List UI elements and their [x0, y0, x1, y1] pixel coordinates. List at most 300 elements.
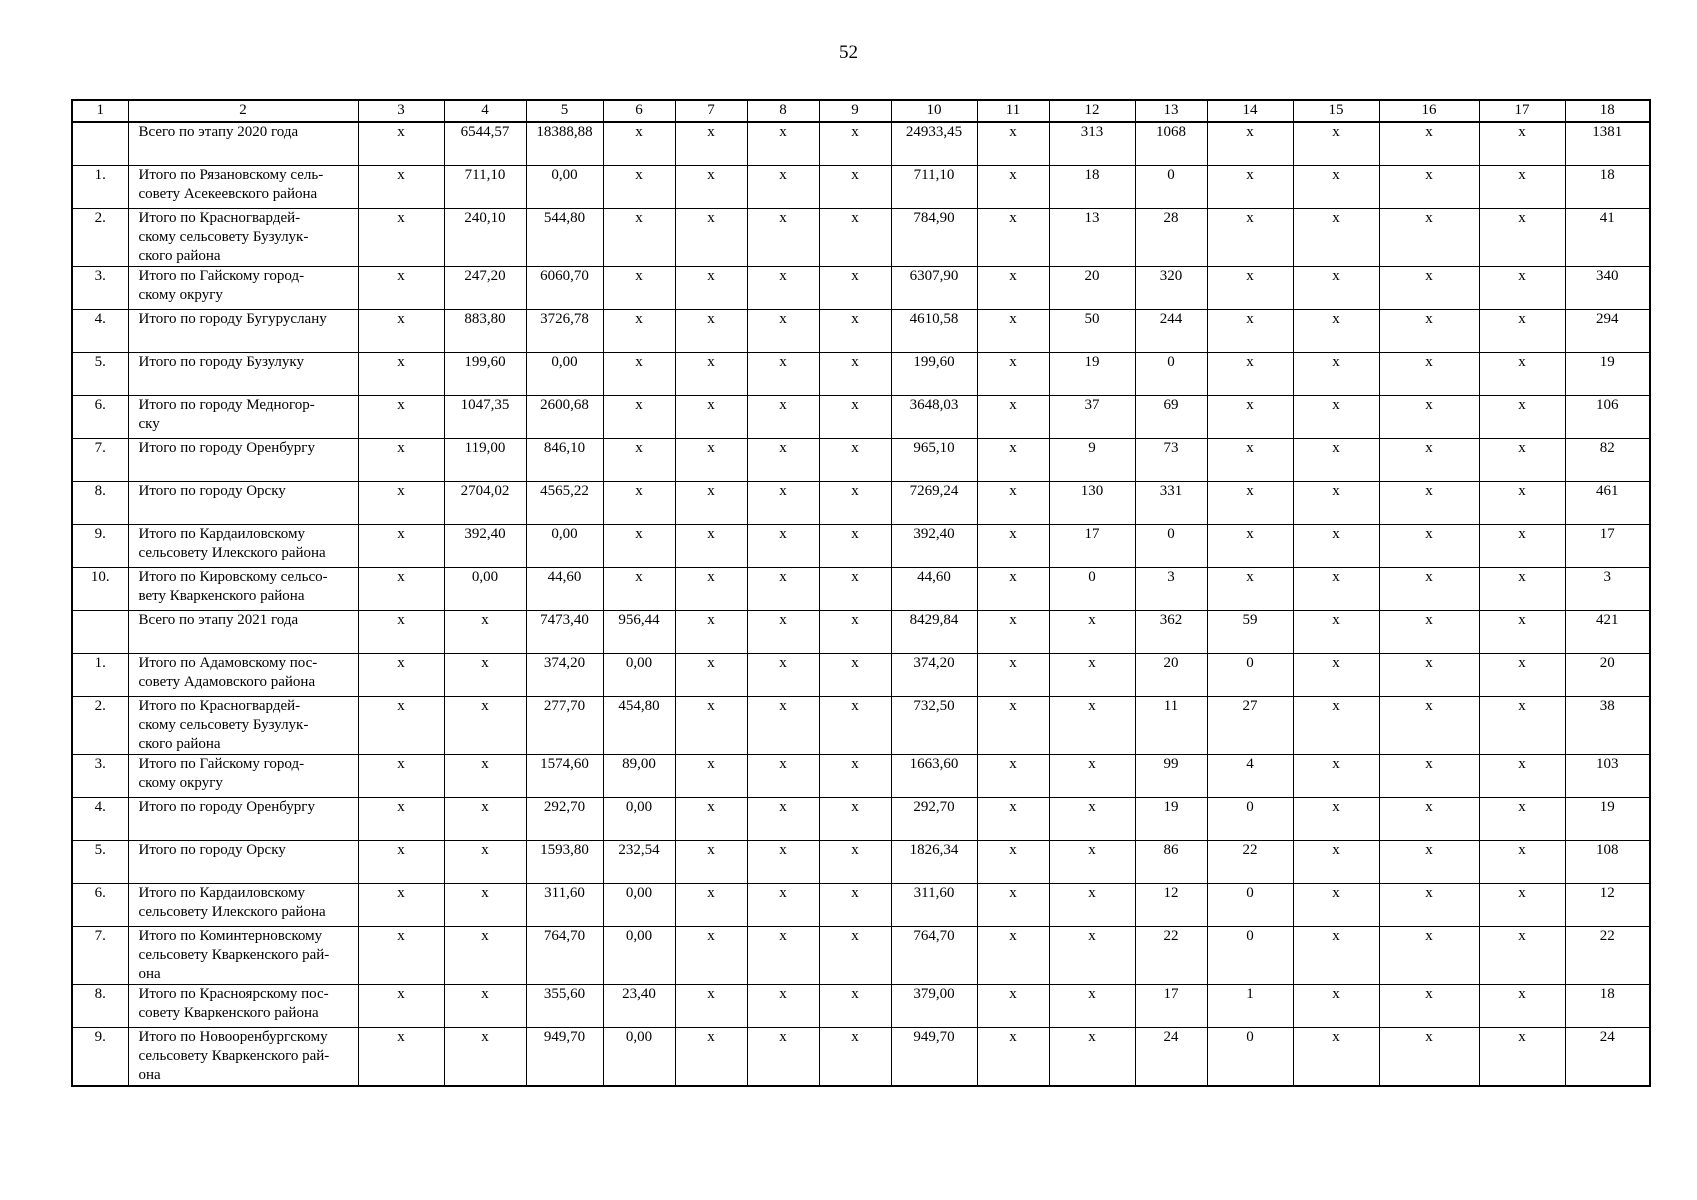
- cell-col-13: 24: [1135, 1028, 1207, 1087]
- row-name-cell: Итого по Красногвардей- скому сельсовету Бузулук- ского района: [128, 697, 358, 755]
- cell-col-5: 4565,22: [526, 482, 603, 525]
- row-name-cell: Итого по Кардаиловскому сельсовету Илекского района: [128, 525, 358, 568]
- cell-col-13: 0: [1135, 353, 1207, 396]
- cell-col-7: x: [675, 755, 747, 798]
- cell-col-13: 17: [1135, 985, 1207, 1028]
- column-header-8: 8: [747, 100, 819, 122]
- cell-col-12: 20: [1049, 267, 1135, 310]
- cell-col-4: 6544,57: [444, 122, 526, 166]
- table-header-row: [72, 100, 1650, 122]
- cell-col-6: 23,40: [603, 985, 675, 1028]
- cell-col-5: 764,70: [526, 927, 603, 985]
- cell-col-18: 17: [1565, 525, 1650, 568]
- cell-col-8: x: [747, 884, 819, 927]
- cell-col-9: x: [819, 697, 891, 755]
- cell-col-11: x: [977, 525, 1049, 568]
- cell-col-14: 59: [1207, 611, 1293, 654]
- cell-col-8: x: [747, 697, 819, 755]
- cell-col-6: 0,00: [603, 798, 675, 841]
- cell-col-6: x: [603, 482, 675, 525]
- cell-col-17: x: [1479, 310, 1565, 353]
- cell-col-7: x: [675, 267, 747, 310]
- cell-col-6: 454,80: [603, 697, 675, 755]
- cell-col-10: 3648,03: [891, 396, 977, 439]
- cell-col-17: x: [1479, 654, 1565, 697]
- cell-col-12: x: [1049, 985, 1135, 1028]
- table-row: [72, 697, 1650, 755]
- cell-col-3: x: [358, 209, 444, 267]
- cell-col-16: x: [1379, 267, 1479, 310]
- cell-col-17: x: [1479, 525, 1565, 568]
- cell-col-3: x: [358, 482, 444, 525]
- table-row: [72, 568, 1650, 611]
- cell-col-8: x: [747, 209, 819, 267]
- cell-col-12: 9: [1049, 439, 1135, 482]
- table-row: [72, 353, 1650, 396]
- cell-col-17: x: [1479, 396, 1565, 439]
- cell-col-18: 18: [1565, 985, 1650, 1028]
- cell-col-11: x: [977, 209, 1049, 267]
- cell-col-16: x: [1379, 209, 1479, 267]
- cell-col-8: x: [747, 927, 819, 985]
- column-header-13: 13: [1135, 100, 1207, 122]
- row-number-cell: 3.: [72, 267, 128, 310]
- cell-col-15: x: [1293, 884, 1379, 927]
- cell-col-15: x: [1293, 1028, 1379, 1087]
- cell-col-9: x: [819, 310, 891, 353]
- cell-col-8: x: [747, 611, 819, 654]
- cell-col-18: 41: [1565, 209, 1650, 267]
- cell-col-18: 103: [1565, 755, 1650, 798]
- cell-col-9: x: [819, 353, 891, 396]
- cell-col-17: x: [1479, 755, 1565, 798]
- cell-col-17: x: [1479, 841, 1565, 884]
- cell-col-5: 374,20: [526, 654, 603, 697]
- cell-col-4: x: [444, 611, 526, 654]
- cell-col-6: x: [603, 166, 675, 209]
- cell-col-9: x: [819, 1028, 891, 1087]
- cell-col-3: x: [358, 985, 444, 1028]
- cell-col-8: x: [747, 439, 819, 482]
- cell-col-17: x: [1479, 798, 1565, 841]
- cell-col-7: x: [675, 1028, 747, 1087]
- cell-col-9: x: [819, 927, 891, 985]
- cell-col-7: x: [675, 525, 747, 568]
- cell-col-3: x: [358, 310, 444, 353]
- cell-col-5: 0,00: [526, 166, 603, 209]
- cell-col-14: x: [1207, 525, 1293, 568]
- cell-col-13: 99: [1135, 755, 1207, 798]
- cell-col-11: x: [977, 841, 1049, 884]
- column-header-11: 11: [977, 100, 1049, 122]
- cell-col-4: 199,60: [444, 353, 526, 396]
- column-header-10: 10: [891, 100, 977, 122]
- row-name-cell: Итого по городу Оренбургу: [128, 439, 358, 482]
- cell-col-4: 1047,35: [444, 396, 526, 439]
- row-number-cell: 2.: [72, 209, 128, 267]
- cell-col-11: x: [977, 1028, 1049, 1087]
- cell-col-10: 4610,58: [891, 310, 977, 353]
- cell-col-15: x: [1293, 568, 1379, 611]
- cell-col-18: 340: [1565, 267, 1650, 310]
- cell-col-6: 0,00: [603, 927, 675, 985]
- table-row: [72, 841, 1650, 884]
- cell-col-10: 292,70: [891, 798, 977, 841]
- row-number-cell: 9.: [72, 1028, 128, 1087]
- cell-col-12: x: [1049, 611, 1135, 654]
- cell-col-5: 2600,68: [526, 396, 603, 439]
- column-header-3: 3: [358, 100, 444, 122]
- cell-col-8: x: [747, 1028, 819, 1087]
- cell-col-18: 19: [1565, 798, 1650, 841]
- cell-col-9: x: [819, 841, 891, 884]
- cell-col-3: x: [358, 654, 444, 697]
- cell-col-18: 294: [1565, 310, 1650, 353]
- cell-col-9: x: [819, 439, 891, 482]
- table-row: [72, 439, 1650, 482]
- cell-col-14: x: [1207, 482, 1293, 525]
- cell-col-11: x: [977, 396, 1049, 439]
- cell-col-14: 0: [1207, 927, 1293, 985]
- cell-col-8: x: [747, 755, 819, 798]
- table-row: [72, 267, 1650, 310]
- table-row: [72, 396, 1650, 439]
- cell-col-10: 949,70: [891, 1028, 977, 1087]
- cell-col-16: x: [1379, 884, 1479, 927]
- cell-col-17: x: [1479, 611, 1565, 654]
- column-header-4: 4: [444, 100, 526, 122]
- cell-col-5: 18388,88: [526, 122, 603, 166]
- cell-col-3: x: [358, 568, 444, 611]
- cell-col-14: x: [1207, 396, 1293, 439]
- cell-col-3: x: [358, 396, 444, 439]
- cell-col-10: 392,40: [891, 525, 977, 568]
- cell-col-11: x: [977, 122, 1049, 166]
- table-row: [72, 122, 1650, 166]
- row-name-cell: Итого по Красногвардей- скому сельсовету Бузулук- ского района: [128, 209, 358, 267]
- row-number-cell: 7.: [72, 439, 128, 482]
- cell-col-14: 22: [1207, 841, 1293, 884]
- cell-col-13: 362: [1135, 611, 1207, 654]
- cell-col-16: x: [1379, 654, 1479, 697]
- cell-col-15: x: [1293, 209, 1379, 267]
- row-number-cell: [72, 122, 128, 166]
- cell-col-17: x: [1479, 482, 1565, 525]
- cell-col-13: 20: [1135, 654, 1207, 697]
- cell-col-6: x: [603, 568, 675, 611]
- table-row: [72, 482, 1650, 525]
- cell-col-17: x: [1479, 697, 1565, 755]
- cell-col-5: 355,60: [526, 985, 603, 1028]
- cell-col-6: x: [603, 122, 675, 166]
- cell-col-7: x: [675, 439, 747, 482]
- cell-col-4: x: [444, 841, 526, 884]
- cell-col-3: x: [358, 841, 444, 884]
- cell-col-14: x: [1207, 166, 1293, 209]
- cell-col-3: x: [358, 439, 444, 482]
- cell-col-12: x: [1049, 798, 1135, 841]
- cell-col-11: x: [977, 568, 1049, 611]
- cell-col-5: 0,00: [526, 525, 603, 568]
- cell-col-5: 7473,40: [526, 611, 603, 654]
- cell-col-8: x: [747, 568, 819, 611]
- cell-col-12: 313: [1049, 122, 1135, 166]
- cell-col-6: x: [603, 439, 675, 482]
- cell-col-10: 1663,60: [891, 755, 977, 798]
- column-header-15: 15: [1293, 100, 1379, 122]
- cell-col-12: x: [1049, 755, 1135, 798]
- cell-col-16: x: [1379, 841, 1479, 884]
- row-number-cell: 6.: [72, 884, 128, 927]
- cell-col-16: x: [1379, 755, 1479, 798]
- cell-col-15: x: [1293, 396, 1379, 439]
- row-number-cell: 1.: [72, 166, 128, 209]
- cell-col-9: x: [819, 568, 891, 611]
- cell-col-13: 320: [1135, 267, 1207, 310]
- cell-col-8: x: [747, 654, 819, 697]
- cell-col-4: x: [444, 884, 526, 927]
- cell-col-17: x: [1479, 267, 1565, 310]
- cell-col-16: x: [1379, 927, 1479, 985]
- cell-col-10: 8429,84: [891, 611, 977, 654]
- cell-col-6: x: [603, 353, 675, 396]
- cell-col-14: x: [1207, 568, 1293, 611]
- cell-col-7: x: [675, 122, 747, 166]
- cell-col-3: x: [358, 353, 444, 396]
- cell-col-18: 82: [1565, 439, 1650, 482]
- row-number-cell: 3.: [72, 755, 128, 798]
- cell-col-10: 1826,34: [891, 841, 977, 884]
- cell-col-14: 0: [1207, 654, 1293, 697]
- cell-col-6: 0,00: [603, 654, 675, 697]
- cell-col-18: 18: [1565, 166, 1650, 209]
- cell-col-7: x: [675, 798, 747, 841]
- cell-col-8: x: [747, 482, 819, 525]
- cell-col-11: x: [977, 798, 1049, 841]
- cell-col-14: 0: [1207, 798, 1293, 841]
- row-name-cell: Итого по Кардаиловскому сельсовету Илекского района: [128, 884, 358, 927]
- row-name-cell: Итого по городу Орску: [128, 482, 358, 525]
- cell-col-3: x: [358, 798, 444, 841]
- cell-col-11: x: [977, 310, 1049, 353]
- cell-col-13: 0: [1135, 525, 1207, 568]
- cell-col-13: 331: [1135, 482, 1207, 525]
- cell-col-17: x: [1479, 439, 1565, 482]
- row-name-cell: Итого по Коминтерновскому сельсовету Кваркенского рай- она: [128, 927, 358, 985]
- column-header-6: 6: [603, 100, 675, 122]
- row-number-cell: [72, 611, 128, 654]
- cell-col-6: 0,00: [603, 1028, 675, 1087]
- cell-col-7: x: [675, 396, 747, 439]
- row-name-cell: Итого по Гайскому город- скому округу: [128, 267, 358, 310]
- table-row: [72, 654, 1650, 697]
- cell-col-18: 421: [1565, 611, 1650, 654]
- row-name-cell: Итого по Рязановскому сель- совету Асекеевского района: [128, 166, 358, 209]
- cell-col-4: 247,20: [444, 267, 526, 310]
- cell-col-9: x: [819, 396, 891, 439]
- row-name-cell: Итого по городу Бузулуку: [128, 353, 358, 396]
- cell-col-7: x: [675, 884, 747, 927]
- cell-col-5: 0,00: [526, 353, 603, 396]
- cell-col-6: 956,44: [603, 611, 675, 654]
- cell-col-15: x: [1293, 985, 1379, 1028]
- cell-col-12: 0: [1049, 568, 1135, 611]
- cell-col-11: x: [977, 985, 1049, 1028]
- cell-col-6: x: [603, 525, 675, 568]
- cell-col-16: x: [1379, 310, 1479, 353]
- cell-col-15: x: [1293, 353, 1379, 396]
- cell-col-9: x: [819, 482, 891, 525]
- cell-col-10: 379,00: [891, 985, 977, 1028]
- cell-col-8: x: [747, 267, 819, 310]
- cell-col-15: x: [1293, 798, 1379, 841]
- cell-col-14: 4: [1207, 755, 1293, 798]
- cell-col-12: 19: [1049, 353, 1135, 396]
- cell-col-8: x: [747, 310, 819, 353]
- cell-col-14: 1: [1207, 985, 1293, 1028]
- table-row: [72, 985, 1650, 1028]
- cell-col-10: 24933,45: [891, 122, 977, 166]
- row-name-cell: Всего по этапу 2020 года: [128, 122, 358, 166]
- row-name-cell: Итого по Кировскому сельсо- вету Кваркенского района: [128, 568, 358, 611]
- cell-col-12: x: [1049, 1028, 1135, 1087]
- cell-col-4: x: [444, 1028, 526, 1087]
- cell-col-12: 13: [1049, 209, 1135, 267]
- cell-col-7: x: [675, 166, 747, 209]
- cell-col-13: 1068: [1135, 122, 1207, 166]
- cell-col-10: 7269,24: [891, 482, 977, 525]
- cell-col-9: x: [819, 884, 891, 927]
- row-number-cell: 8.: [72, 482, 128, 525]
- row-number-cell: 5.: [72, 841, 128, 884]
- cell-col-13: 86: [1135, 841, 1207, 884]
- cell-col-13: 73: [1135, 439, 1207, 482]
- row-number-cell: 4.: [72, 310, 128, 353]
- row-number-cell: 5.: [72, 353, 128, 396]
- cell-col-7: x: [675, 985, 747, 1028]
- cell-col-18: 1381: [1565, 122, 1650, 166]
- cell-col-3: x: [358, 755, 444, 798]
- cell-col-8: x: [747, 525, 819, 568]
- row-number-cell: 1.: [72, 654, 128, 697]
- cell-col-10: 732,50: [891, 697, 977, 755]
- cell-col-13: 0: [1135, 166, 1207, 209]
- cell-col-7: x: [675, 841, 747, 884]
- cell-col-18: 19: [1565, 353, 1650, 396]
- cell-col-5: 1574,60: [526, 755, 603, 798]
- cell-col-5: 1593,80: [526, 841, 603, 884]
- cell-col-7: x: [675, 482, 747, 525]
- cell-col-3: x: [358, 267, 444, 310]
- cell-col-9: x: [819, 755, 891, 798]
- cell-col-15: x: [1293, 654, 1379, 697]
- cell-col-5: 846,10: [526, 439, 603, 482]
- cell-col-15: x: [1293, 927, 1379, 985]
- row-name-cell: Итого по городу Медногор- ску: [128, 396, 358, 439]
- cell-col-5: 544,80: [526, 209, 603, 267]
- cell-col-4: x: [444, 654, 526, 697]
- cell-col-4: 240,10: [444, 209, 526, 267]
- cell-col-14: x: [1207, 209, 1293, 267]
- cell-col-18: 106: [1565, 396, 1650, 439]
- cell-col-14: x: [1207, 122, 1293, 166]
- cell-col-17: x: [1479, 209, 1565, 267]
- cell-col-11: x: [977, 439, 1049, 482]
- cell-col-10: 711,10: [891, 166, 977, 209]
- cell-col-7: x: [675, 310, 747, 353]
- cell-col-11: x: [977, 611, 1049, 654]
- cell-col-15: x: [1293, 439, 1379, 482]
- cell-col-14: x: [1207, 267, 1293, 310]
- row-number-cell: 6.: [72, 396, 128, 439]
- cell-col-16: x: [1379, 525, 1479, 568]
- cell-col-11: x: [977, 166, 1049, 209]
- cell-col-15: x: [1293, 525, 1379, 568]
- cell-col-11: x: [977, 267, 1049, 310]
- cell-col-14: 0: [1207, 884, 1293, 927]
- cell-col-12: x: [1049, 927, 1135, 985]
- cell-col-8: x: [747, 841, 819, 884]
- cell-col-11: x: [977, 353, 1049, 396]
- cell-col-4: 883,80: [444, 310, 526, 353]
- column-header-18: 18: [1565, 100, 1650, 122]
- column-header-14: 14: [1207, 100, 1293, 122]
- table-row: [72, 884, 1650, 927]
- cell-col-10: 764,70: [891, 927, 977, 985]
- column-header-9: 9: [819, 100, 891, 122]
- cell-col-5: 949,70: [526, 1028, 603, 1087]
- cell-col-9: x: [819, 122, 891, 166]
- cell-col-6: x: [603, 267, 675, 310]
- cell-col-7: x: [675, 353, 747, 396]
- cell-col-9: x: [819, 525, 891, 568]
- row-name-cell: Итого по Адамовскому пос- совету Адамовского района: [128, 654, 358, 697]
- cell-col-5: 292,70: [526, 798, 603, 841]
- row-name-cell: Итого по городу Оренбургу: [128, 798, 358, 841]
- table-row: [72, 927, 1650, 985]
- cell-col-10: 199,60: [891, 353, 977, 396]
- cell-col-10: 44,60: [891, 568, 977, 611]
- cell-col-13: 28: [1135, 209, 1207, 267]
- cell-col-11: x: [977, 755, 1049, 798]
- cell-col-14: 27: [1207, 697, 1293, 755]
- row-number-cell: 2.: [72, 697, 128, 755]
- row-number-cell: 9.: [72, 525, 128, 568]
- cell-col-3: x: [358, 122, 444, 166]
- cell-col-10: 784,90: [891, 209, 977, 267]
- column-header-2: 2: [128, 100, 358, 122]
- cell-col-15: x: [1293, 482, 1379, 525]
- cell-col-5: 3726,78: [526, 310, 603, 353]
- cell-col-13: 11: [1135, 697, 1207, 755]
- cell-col-18: 3: [1565, 568, 1650, 611]
- cell-col-5: 311,60: [526, 884, 603, 927]
- cell-col-9: x: [819, 798, 891, 841]
- cell-col-15: x: [1293, 122, 1379, 166]
- cell-col-13: 19: [1135, 798, 1207, 841]
- row-name-cell: Итого по городу Орску: [128, 841, 358, 884]
- cell-col-9: x: [819, 611, 891, 654]
- cell-col-4: x: [444, 798, 526, 841]
- cell-col-5: 277,70: [526, 697, 603, 755]
- row-name-cell: Итого по городу Бугуруслану: [128, 310, 358, 353]
- cell-col-7: x: [675, 654, 747, 697]
- column-header-12: 12: [1049, 100, 1135, 122]
- cell-col-8: x: [747, 353, 819, 396]
- cell-col-3: x: [358, 1028, 444, 1087]
- cell-col-9: x: [819, 166, 891, 209]
- cell-col-6: 232,54: [603, 841, 675, 884]
